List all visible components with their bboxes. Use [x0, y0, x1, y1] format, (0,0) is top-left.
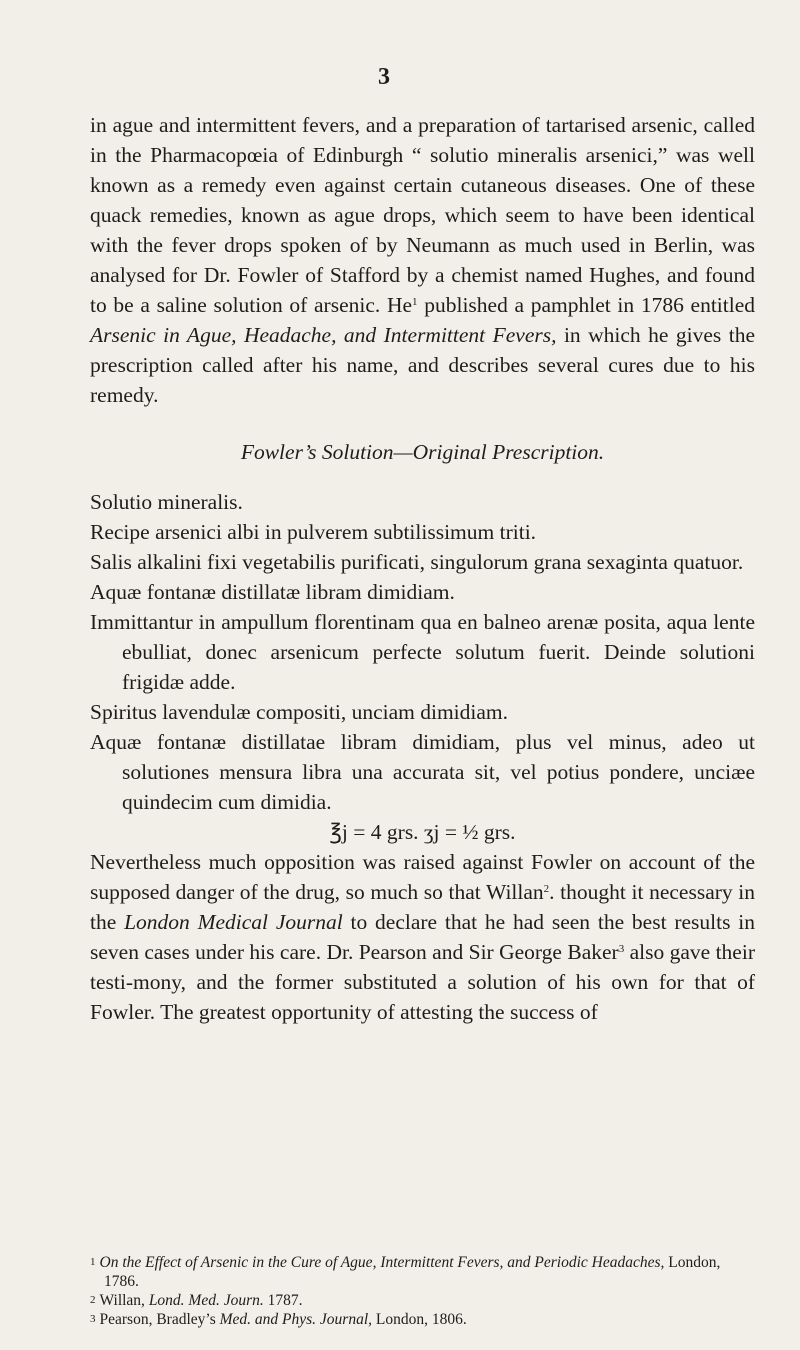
footnote-title: Lond. Med. Journ. — [148, 1292, 264, 1309]
footnote-ref-3: 3 — [618, 943, 625, 955]
recipe-line: Spiritus lavendulæ compositi, unciam dimidiam. — [90, 700, 509, 724]
journal-title: London Medical Journal — [124, 910, 343, 934]
dosage-line: ℥j = 4 grs. ʒj = ½ grs. — [329, 820, 516, 844]
footnote-text: 1787. — [263, 1292, 303, 1309]
recipe-line: Salis alkalini fixi vegetabilis purificati, singulorum grana sexaginta quatuor. — [90, 550, 744, 574]
recipe-line: Aquæ fontanæ distillatae libram dimidiam, plus vel minus, adeo ut solutiones mensura libra una accurata sit, vel potius pondere, unciæe quindecim cum dimidia. — [90, 730, 755, 814]
paragraph-2-text-2: . thought it necessary in the — [90, 880, 756, 934]
footnote-number: 3 — [90, 1313, 96, 1325]
paragraph-2-text: Nevertheless much opposition was raised against Fowler on account of the supposed danger of the drug, so much so that Willan — [90, 850, 755, 904]
footnote-author: Willan, — [99, 1292, 149, 1309]
prescription-heading: Fowler’s Solution—Original Prescription. — [240, 440, 605, 464]
recipe-line: Solutio mineralis. — [90, 490, 243, 514]
footnote-3 — [90, 1310, 755, 1329]
paragraph-1-text: in ague and intermittent fevers, and a preparation of tartarised arsenic, called in the Pharmacopœia of Edinburgh “ solutio mineralis arsenici,” was well known as a remedy even against certain cutaneous diseases. One of these quack remedies, known as ague drops, which seem to have been identical with the fever drops spoken of by Neumann as much used in Berlin, was analysed for Dr. Fowler of Stafford by a chemist named Hughes, and found to be a saline solution of arsenic. He — [90, 113, 755, 317]
page-body — [90, 110, 755, 1027]
pamphlet-title: Arsenic in Ague, Headache, and Intermittent Fevers, — [90, 323, 557, 347]
footnote-2 — [90, 1291, 755, 1310]
recipe-line: Immittantur in ampullum florentinam qua en balneo arenæ posita, aqua lente ebulliat, donec arsenicum perfecte solutum fuerit. Deinde solutioni frigidæ adde. — [90, 610, 755, 694]
paragraph-1-text-3: in which he gives the prescription called after his name, and describes several cures due to his remedy. — [90, 323, 755, 407]
recipe-line: Aquæ fontanæ distillatæ libram dimidiam. — [90, 580, 455, 604]
footnote-title: Med. and Phys. Journal, — [219, 1311, 372, 1328]
footnote-title: On the Effect of Arsenic in the Cure of Ague, Intermittent Fevers, and Periodic Headaches, — [99, 1254, 665, 1271]
paragraph-2-text-4: also gave their testi-mony, and the former substituted a solution of his own for that of Fowler. The greatest opportunity of attesting the success of — [90, 940, 755, 1024]
page-number: 3 — [378, 64, 390, 90]
prescription-list — [90, 487, 755, 847]
footnote-1 — [90, 1253, 755, 1291]
footnote-author: Pearson, Bradley’s — [99, 1311, 220, 1328]
footnote-ref-1: 1 — [412, 296, 418, 308]
footnote-number: 1 — [90, 1256, 96, 1268]
footnote-number: 2 — [90, 1294, 96, 1306]
paragraph-2 — [90, 847, 755, 1027]
footnote-text: London, 1786. — [104, 1254, 721, 1290]
recipe-line: Recipe arsenici albi in pulverem subtilissimum triti. — [90, 520, 537, 544]
paragraph-1-text-2: published a pamphlet in 1786 entitled — [417, 293, 755, 317]
paragraph-1 — [90, 110, 755, 410]
footnote-ref-2: 2 — [543, 883, 550, 895]
footnotes — [90, 1253, 755, 1329]
footnote-text: London, 1806. — [372, 1311, 467, 1328]
paragraph-2-text-3: to declare that he had seen the best results in seven cases under his care. Dr. Pearson and Sir George Baker — [90, 910, 755, 964]
